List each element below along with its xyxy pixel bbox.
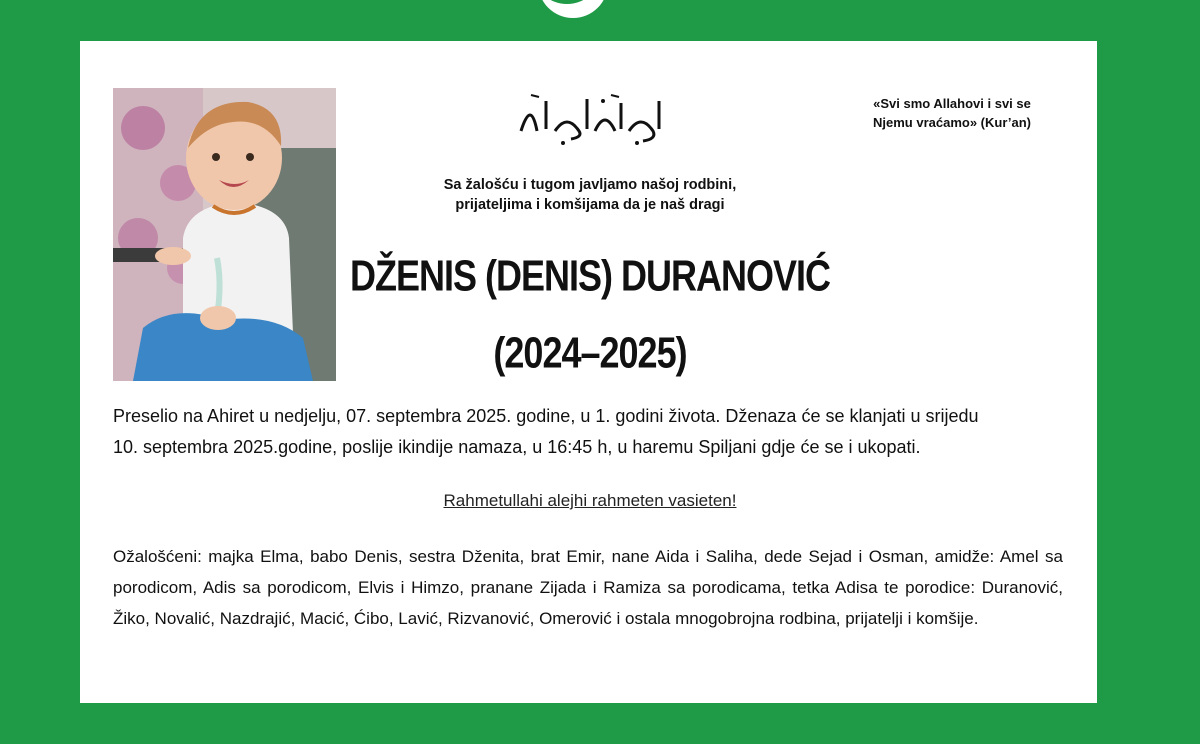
intro-line-1: Sa žalošću i tugom javljamo našoj rodbini,	[443, 177, 737, 193]
announcement-line-2: 10. septembra 2025.godine, poslije ikindije namaza, u 16:45 h, u haremu Spiljani gdje će se i ukopati.	[113, 437, 921, 457]
crescent-icon	[538, 0, 608, 18]
mourners-list: Ožalošćeni: majka Elma, babo Denis, sestra Dženita, brat Emir, nane Aida i Saliha, dede Sejad i Osman, amidže: Amel sa porodicom, Adis sa porodicom, Elvis i Himzo, pranane Zijada i Ramiza sa porodicama, tetka Adisa te porodice: Duranović, Žiko, Novalić, Nazdrajić, Macić, Ćibo, Lavić, Rizvanović, Omerović i ostala mnogobrojna rodbina, prijatelji i komšije.	[113, 547, 1063, 628]
quran-quote	[832, 94, 1072, 132]
intro-text	[360, 175, 820, 215]
quote-line-2: Njemu vraćamo» (Kur’an)	[873, 115, 1031, 130]
prayer-text: Rahmetullahi alejhi rahmeten vasieten!	[443, 491, 737, 510]
arabic-calligraphy-icon	[511, 91, 671, 147]
deceased-name: DŽENIS (DENIS) DURANOVIĆ	[349, 250, 831, 300]
obituary-card	[80, 41, 1097, 703]
child-photo	[113, 88, 336, 381]
deceased-years: (2024–2025)	[493, 327, 687, 377]
funeral-announcement	[113, 401, 1068, 463]
intro-line-2: prijateljima i komšijama da je naš dragi	[455, 197, 725, 213]
quote-line-1: «Svi smo Allahovi i svi se	[873, 96, 1031, 111]
announcement-line-1: Preselio na Ahiret u nedjelju, 07. septembra 2025. godine, u 1. godini života. Dženaza će se klanjati u srijedu	[113, 406, 979, 426]
